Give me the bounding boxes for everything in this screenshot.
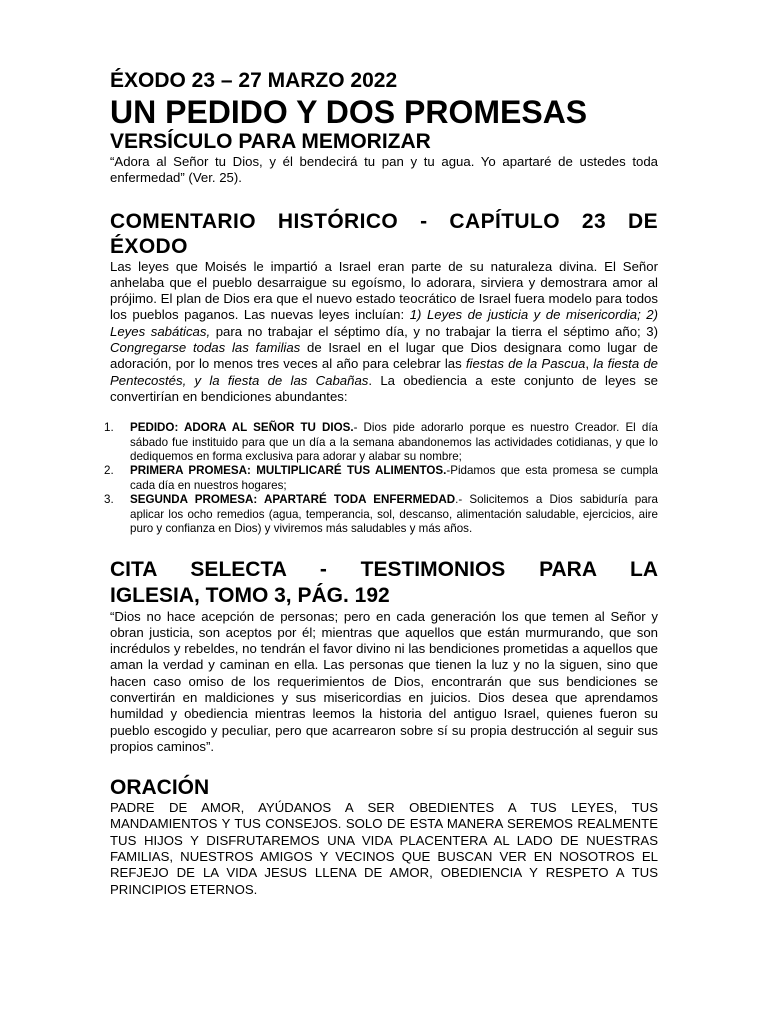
list-item-number: 1. (104, 421, 114, 435)
cita-heading (110, 557, 658, 609)
list-item-number: 3. (104, 493, 114, 507)
list-item-text: - Dios pide adorarlo porque es nuestro Creador. El día sábado fue instituido para que un día a la semana abandonemos las actividades cotidianas, y que lo dediquemos en forma exclusiva para adorar y alabar su nombre; (130, 421, 658, 464)
cita-heading-line-2: IGLESIA, TOMO 3, PÁG. 192 (110, 583, 390, 607)
comentario-paragraph (110, 259, 658, 406)
verse-heading: VERSÍCULO PARA MEMORIZAR (110, 130, 431, 153)
oracion-text: PADRE DE AMOR, AYÚDANOS A SER OBEDIENTES A TUS LEYES, TUS MANDAMIENTOS Y TUS CONSEJOS. SOLO DE ESTA MANERA SEREMOS REALMENTE TUS HIJOS Y DISFRUTAREMOS UNA VIDA PLACENTERA AL LADO DE NUESTRAS FAMILIAS, NUESTROS AMIGOS Y VECINOS QUE BUSCAN VER EN NOSOTROS EL REFJEJO DE LA VIDA JESUS LLENA DE AMOR, OBEDIENCIA Y RESPETO A TUS PRINCIPIOS ETERNOS. (110, 800, 658, 897)
cita-heading-line-1: CITA SELECTA - TESTIMONIOS PARA LA (110, 557, 658, 581)
comentario-italic-2: Congregarse todas las familias (110, 340, 301, 356)
promises-list (104, 421, 658, 536)
list-item-label: PRIMERA PROMESA: MULTIPLICARÉ TUS ALIMENTOS. (130, 464, 447, 478)
list-item-text: .- Solicitemos a Dios sabiduría para aplicar los ocho remedios (agua, temperancia, sol, descanso, alimentación saludable, ejercicios, aire puro y confianza en Dios) y viviremos más saludables y más años. (130, 493, 658, 536)
memory-verse: “Adora al Señor tu Dios, y él bendecirá tu pan y tu agua. Yo apartaré de ustedes toda enfermedad” (Ver. 25). (110, 154, 658, 186)
list-item (104, 464, 658, 493)
comentario-heading: COMENTARIO HISTÓRICO - CAPÍTULO 23 DE ÉXODO (110, 209, 658, 258)
list-item-number: 2. (104, 464, 114, 478)
comentario-italic-1: 1) Leyes de justicia y de misericordia; 2) Leyes sabáticas, (110, 307, 658, 339)
comentario-text-1: Las leyes que Moisés le impartió a Israel eran parte de su naturaleza divina. El Señor anhelaba que el pueblo desarraigue su egoísmo, lo adorara, sirviera y demostrara amor al prójimo. El plan de Dios era que el nuevo estado teocrático de Israel fuera modelo para todos los pueblos paganos. Las nuevas leyes incluían: (110, 258, 658, 323)
list-item-label: PEDIDO: ADORA AL SEÑOR TU DIOS. (130, 421, 354, 435)
oracion-heading: ORACIÓN (110, 776, 210, 800)
comentario-italic-3: fiestas de la Pascua (465, 356, 586, 372)
cita-quote: “Dios no hace acepción de personas; pero en cada generación los que temen al Señor y obran justicia, son aceptos por él; mientras que aquellos que están murmurando, que son incrédulos y rebeldes, no tendrán el favor divino ni las bendiciones prometidas a aquellos que aman la verdad y caminan en ella. Las personas que tienen la luz y no la siguen, sino que hacen caso omiso de los requerimientos de Dios, encontrarán que sus bendiciones se convertirán en maldiciones y sus misericordias en juicios. Dios desea que aprendamos humildad y obediencia mientras leemos la historia del antiguo Israel, quienes fueron su pueblo escogido y peculiar, pero que acarrearon sobre sí su propia destrucción al seguir sus propios caminos”. (110, 608, 658, 754)
list-item-text: -Pidamos que esta promesa se cumpla cada día en nuestros hogares; (130, 464, 658, 492)
comentario-italic-4: la fiesta de Pentecostés, y la fiesta de las Cabañas (110, 356, 659, 388)
list-item (104, 493, 658, 536)
comentario-text-3: de Israel en el lugar que Dios designara como lugar de adoración, por lo menos tres veces al año para celebrar las (110, 340, 658, 372)
list-item (104, 421, 658, 464)
lesson-title: UN PEDIDO Y DOS PROMESAS (110, 94, 588, 130)
list-item-label: SEGUNDA PROMESA: APARTARÉ TODA ENFERMEDAD (130, 493, 456, 507)
comentario-text-4: , (585, 356, 594, 372)
comentario-text-5: . La obediencia a este conjunto de leyes se convertirían en bendiciones abundantes: (110, 372, 658, 404)
document-page (104, 68, 659, 898)
comentario-text-2: para no trabajar el séptimo día, y no trabajar la tierra el séptimo año; 3) (210, 323, 658, 339)
lesson-date: ÉXODO 23 – 27 MARZO 2022 (110, 69, 398, 92)
